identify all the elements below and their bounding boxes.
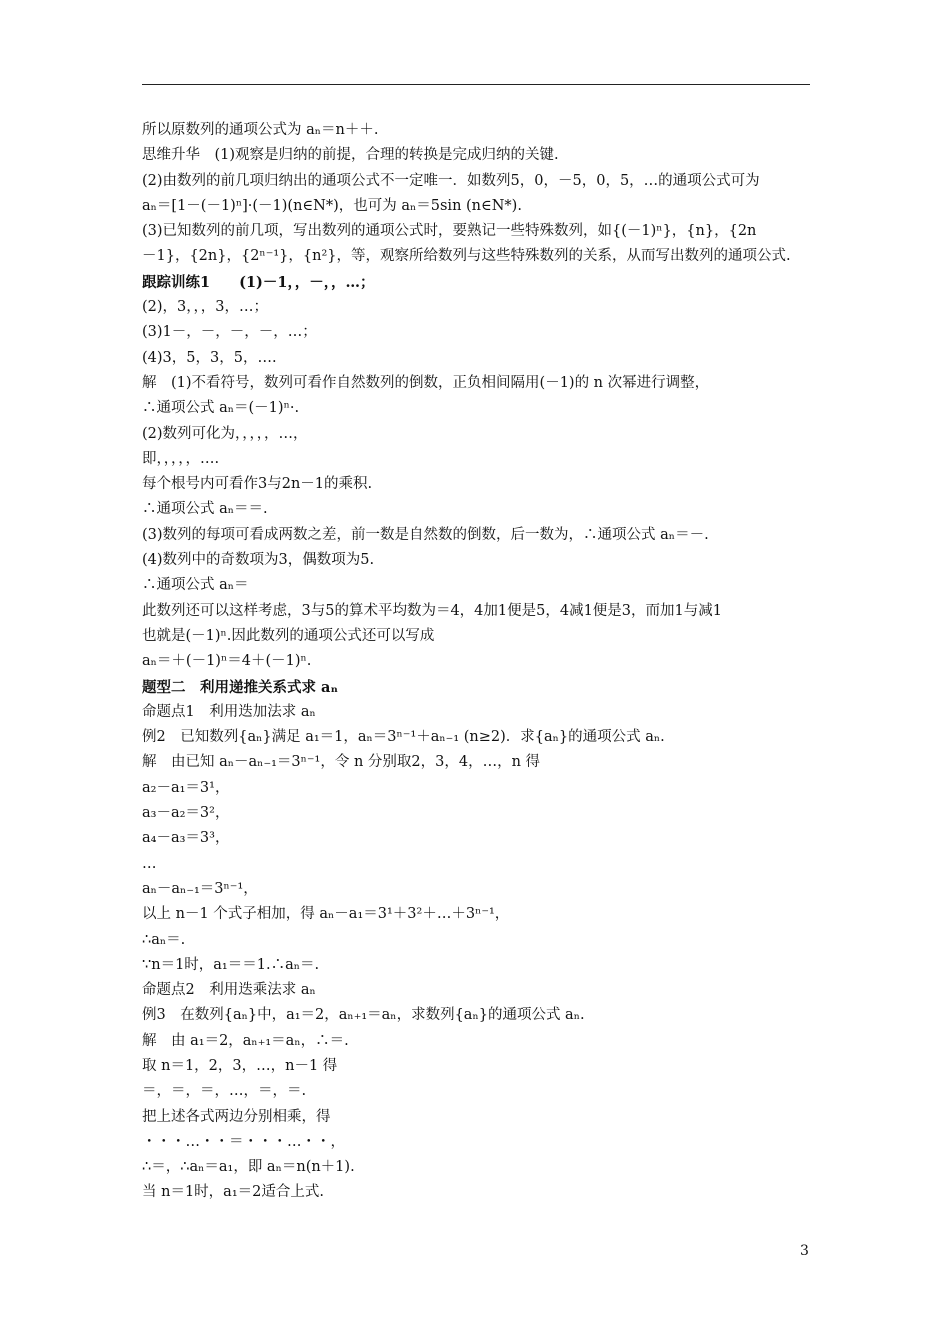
text-line: a₃－a₂＝3²， xyxy=(142,805,230,822)
document-body xyxy=(142,118,822,1206)
text-line: (4)3，5，3，5，…. xyxy=(142,349,277,366)
text-line: ∴通项公式 aₙ＝ xyxy=(142,577,249,594)
text-line: aₙ－aₙ₋₁＝3ⁿ⁻¹， xyxy=(142,880,258,897)
text-line: ＝，＝，＝，…，＝，＝. xyxy=(142,1083,307,1100)
page-number: 3 xyxy=(800,1243,809,1259)
text-line: (3)已知数列的前几项，写出数列的通项公式时，要熟记一些特殊数列，如{(－1)ⁿ}，{n}，{2n xyxy=(142,223,757,240)
text-line: 题型二 利用递推关系式求 aₙ xyxy=(142,678,338,696)
text-line: 例3 在数列{aₙ}中，a₁＝2，aₙ₊₁＝aₙ，求数列{aₙ}的通项公式 aₙ. xyxy=(142,1007,585,1024)
text-line: ∴aₙ＝. xyxy=(142,931,186,948)
text-line: aₙ＝[1－(－1)ⁿ]·(－1)(n∈N*)，也可为 aₙ＝5sin (n∈N*). xyxy=(142,197,522,214)
text-line: ∴通项公式 aₙ＝(－1)ⁿ·. xyxy=(142,400,300,417)
text-line: 也就是(－1)ⁿ.因此数列的通项公式还可以写成 xyxy=(142,627,435,644)
text-line: －1}，{2n}，{2ⁿ⁻¹}，{n²}，等，观察所给数列与这些特殊数列的关系，从而写出数列的通项公式. xyxy=(142,248,791,265)
text-line: 解 由已知 aₙ－aₙ₋₁＝3ⁿ⁻¹，令 n 分别取2，3，4，…，n 得 xyxy=(142,754,541,771)
text-line: 所以原数列的通项公式为 aₙ＝n＋＋. xyxy=(142,122,379,138)
text-line: ∵n＝1时，a₁＝＝1.∴aₙ＝. xyxy=(142,956,320,973)
text-line: 例2 已知数列{aₙ}满足 a₁＝1，aₙ＝3ⁿ⁻¹＋aₙ₋₁ (n≥2)．求{aₙ}的通项公式 aₙ. xyxy=(142,729,665,746)
text-line: 取 n＝1，2，3，…，n－1 得 xyxy=(142,1057,338,1074)
text-line: 跟踪训练1 (1)－1，，－，，…； xyxy=(142,273,375,291)
text-line: 把上述各式两边分别相乘，得 xyxy=(142,1108,331,1125)
text-line: ∴通项公式 aₙ＝＝. xyxy=(142,501,268,518)
text-line: 思维升华 (1)观察是归纳的前提，合理的转换是完成归纳的关键. xyxy=(142,147,559,164)
text-line: (3)1－，－，－，－，…； xyxy=(142,324,317,341)
text-line: 当 n＝1时，a₁＝2适合上式. xyxy=(142,1184,324,1201)
text-line: aₙ＝＋(－1)ⁿ＝4＋(－1)ⁿ. xyxy=(142,653,312,670)
text-line: 此数列还可以这样考虑，3与5的算术平均数为＝4，4加1便是5，4减1便是3，而加1与减1 xyxy=(142,602,722,619)
text-line: 每个根号内可看作3与2n－1的乘积. xyxy=(142,476,373,493)
text-line: ∴＝，∴aₙ＝a₁，即 aₙ＝n(n＋1). xyxy=(142,1159,355,1176)
text-line: … xyxy=(142,855,157,872)
text-line: (4)数列中的奇数项为3，偶数项为5. xyxy=(142,552,375,569)
text-line: 解 (1)不看符号，数列可看作自然数列的倒数，正负相间隔用(－1)的 n 次幂进行调整， xyxy=(142,374,710,391)
text-line: 以上 n－1 个式子相加，得 aₙ－a₁＝3¹＋3²＋…＋3ⁿ⁻¹， xyxy=(142,906,510,923)
text-line: (2)，3，，，3，…； xyxy=(142,299,268,316)
text-line: 即，，，，，…. xyxy=(142,450,220,467)
text-line: a₂－a₁＝3¹， xyxy=(142,779,230,796)
text-line: a₄－a₃＝3³， xyxy=(142,830,230,847)
text-line: ・・・…・・＝・・・…・・， xyxy=(142,1133,345,1150)
text-line: 解 由 a₁＝2，aₙ₊₁＝aₙ，∴＝. xyxy=(142,1032,349,1049)
text-line: 命题点1 利用迭加法求 aₙ xyxy=(142,703,316,720)
header-rule xyxy=(142,84,810,85)
text-line: (2)由数列的前几项归纳出的通项公式不一定唯一．如数列5，0，－5，0，5，…的通项公式可为 xyxy=(142,172,760,189)
text-line: (2)数列可化为，，，，，…， xyxy=(142,425,308,442)
text-line: 命题点2 利用迭乘法求 aₙ xyxy=(142,982,316,999)
text-line: (3)数列的每项可看成两数之差，前一数是自然数的倒数，后一数为，∴通项公式 aₙ＝－. xyxy=(142,526,709,543)
